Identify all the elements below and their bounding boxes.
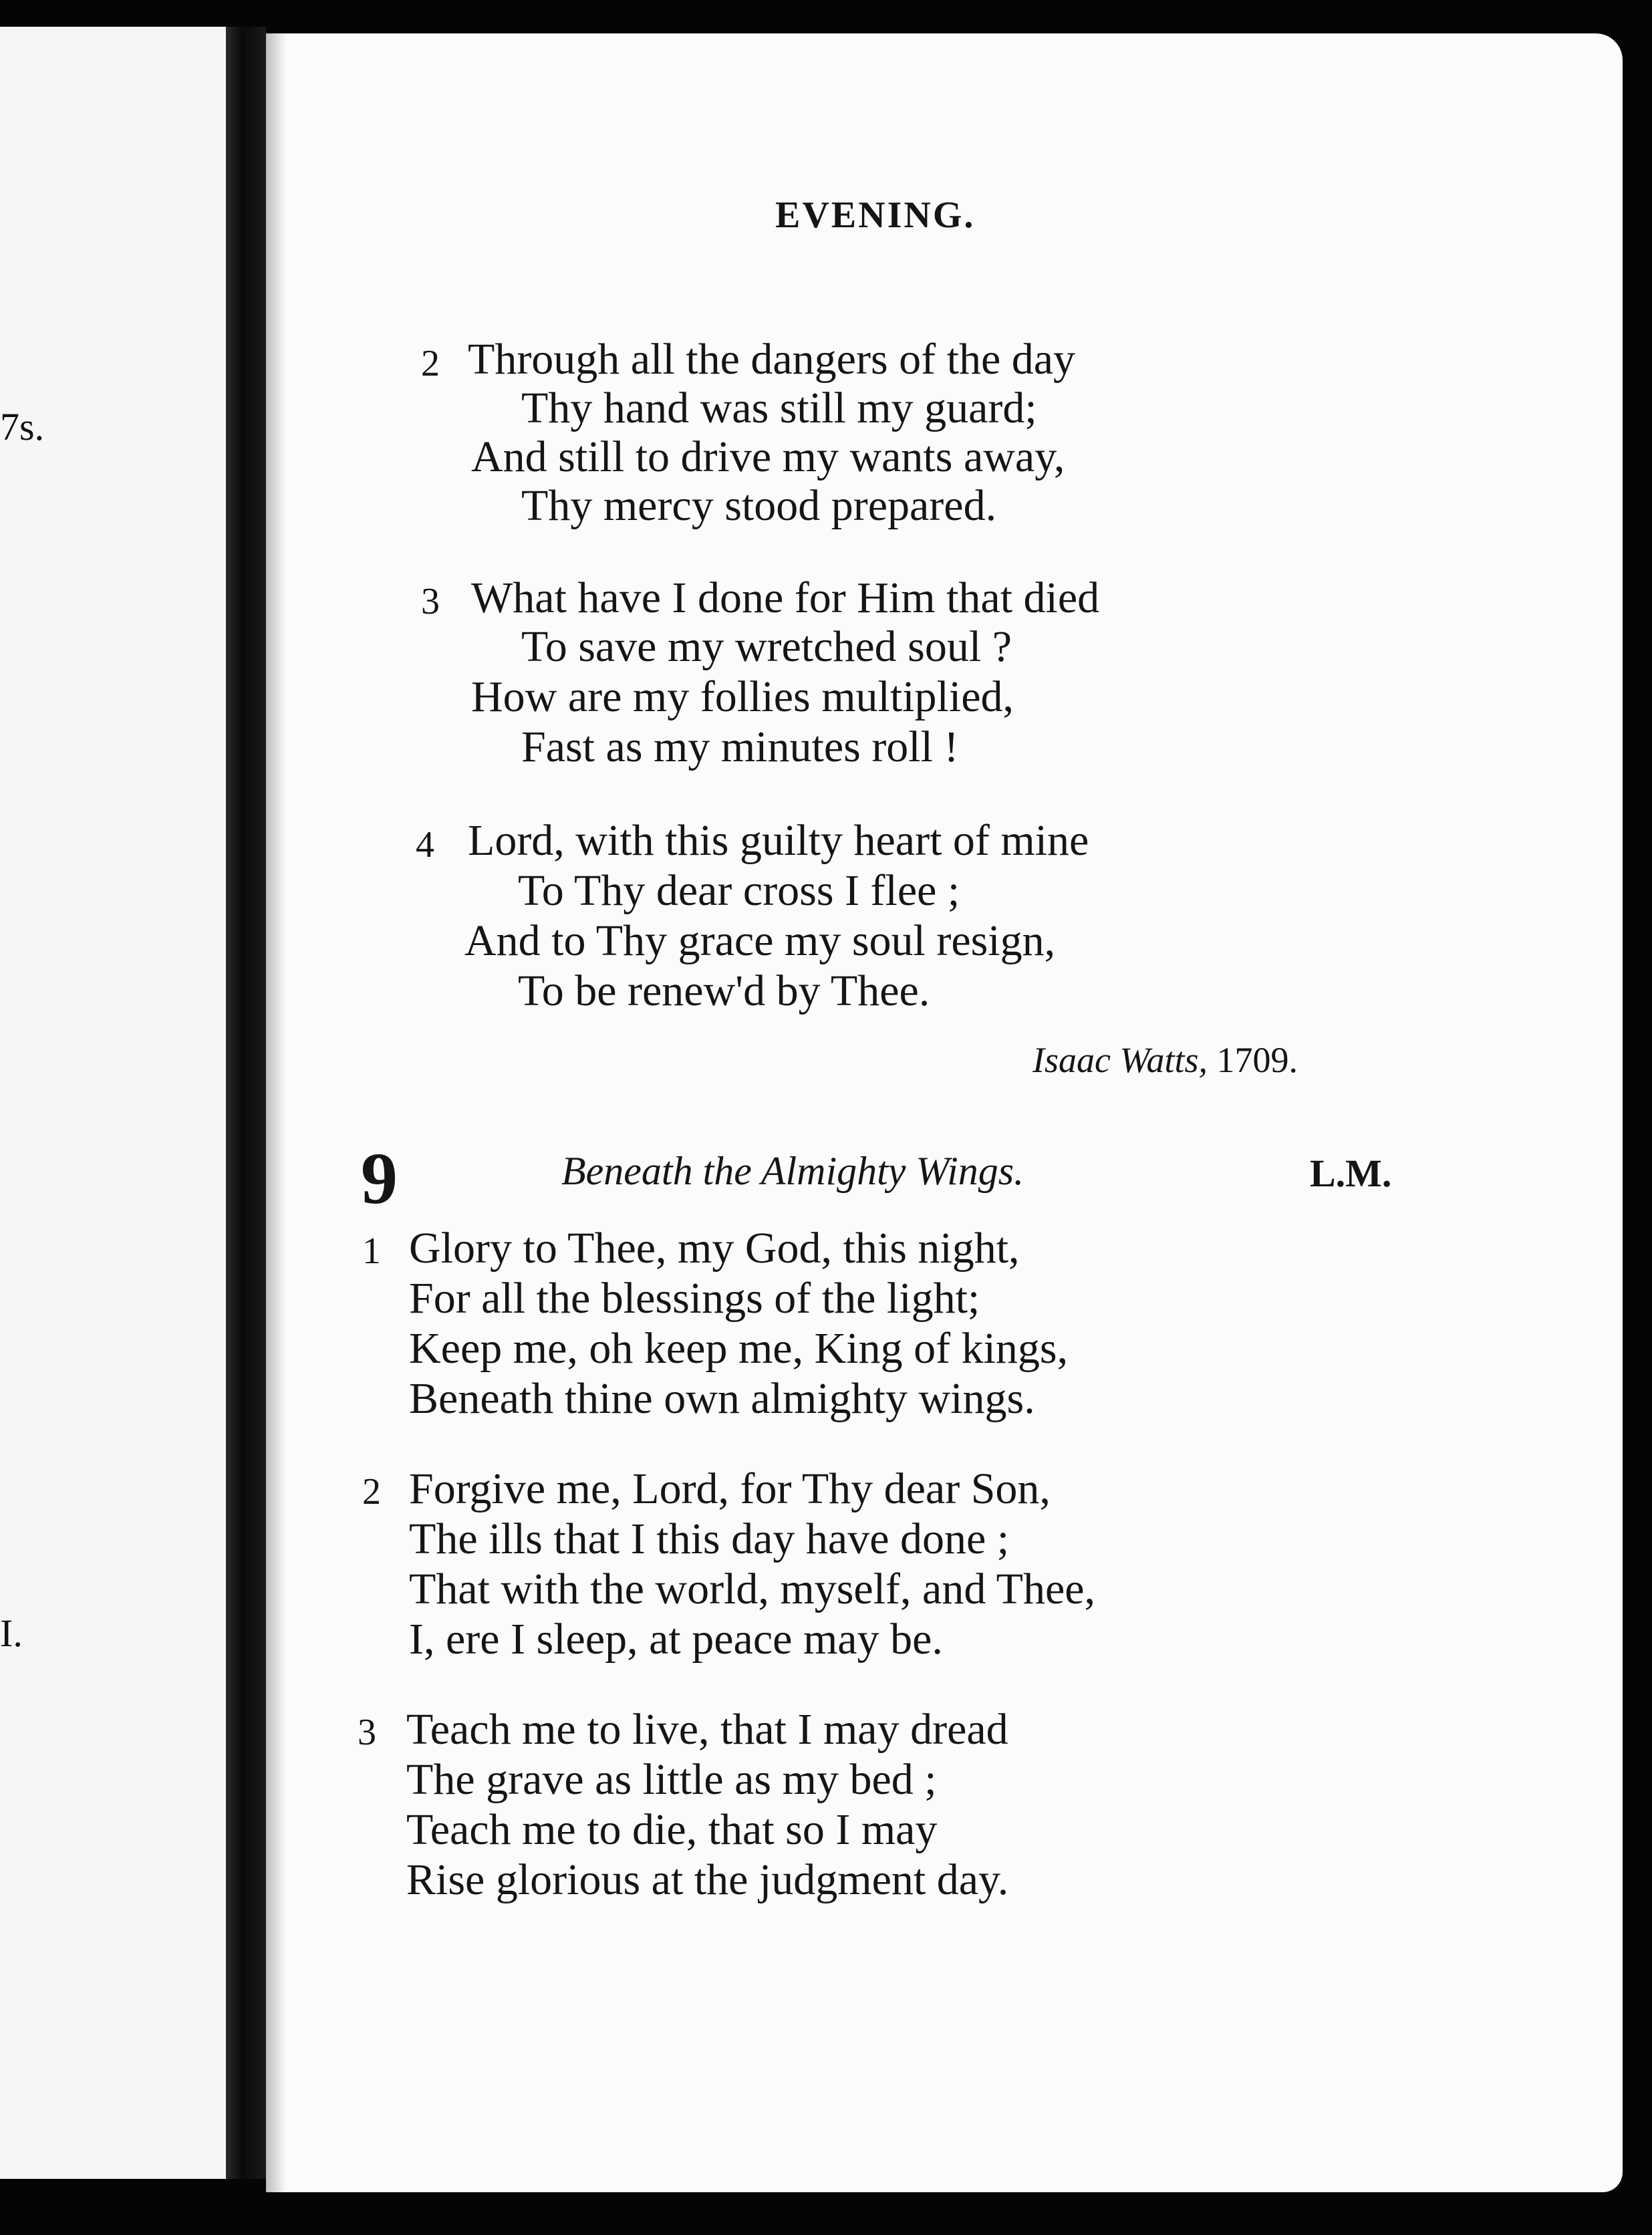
stanza-line: Teach me to die, that so I may [406,1805,938,1854]
stanza-line: Through all the dangers of the day [468,335,1076,384]
stanza-line: Keep me, oh keep me, King of kings, [409,1324,1069,1373]
page-shadow [266,33,286,2192]
attribution [1032,1039,1298,1081]
stanza-line: Rise glorious at the judgment day. [406,1855,1009,1904]
attribution-author: Isaac Watts, [1032,1040,1208,1080]
left-page-fragment [0,27,226,2179]
hymn-title: Beneath the Almighty Wings. [561,1149,1024,1193]
stanza-number: 2 [421,343,440,384]
stanza-line: Thy mercy stood prepared. [521,481,997,530]
stanza-number: 2 [362,1471,381,1513]
attribution-year: 1709. [1216,1040,1298,1080]
stanza-line: That with the world, myself, and Thee, [409,1565,1096,1613]
stanza-line: And still to drive my wants away, [471,432,1065,481]
stanza-line: What have I done for Him that died [471,573,1100,622]
stanza-line: To Thy dear cross I flee ; [518,866,960,915]
stanza-line: To be renew'd by Thee. [518,966,930,1015]
stanza-number: 3 [358,1712,376,1753]
hymn-number: 9 [361,1138,398,1219]
stanza-line: Fast as my minutes roll ! [521,722,959,771]
stanza-line: The grave as little as my bed ; [406,1755,937,1804]
stanza-number: 3 [421,581,440,622]
stanza-line: For all the blessings of the light; [409,1274,980,1323]
stanza-line: And to Thy grace my soul resign, [464,916,1056,965]
left-page-text-fragment: 7s. [0,405,45,448]
stanza-line: Lord, with this guilty heart of mine [468,816,1089,865]
stanza-number: 1 [362,1230,381,1272]
stanza-line: Glory to Thee, my God, this night, [409,1224,1020,1273]
stanza-line: The ills that I this day have done ; [409,1515,1010,1563]
book-gutter [226,27,266,2179]
stanza-number: 4 [416,824,434,866]
hymn-meter: L.M. [1310,1152,1392,1195]
left-page-text-fragment: I. [0,1611,23,1655]
stanza-line: Beneath thine own almighty wings. [409,1374,1035,1423]
stanza-line: How are my follies multiplied, [471,672,1014,721]
stanza-line: To save my wretched soul ? [521,622,1012,671]
stanza-line: Teach me to live, that I may dread [406,1705,1008,1754]
stanza-line: I, ere I sleep, at peace may be. [409,1615,943,1664]
stanza-line: Thy hand was still my guard; [521,384,1037,432]
running-head: EVENING. [775,194,976,236]
stanza-line: Forgive me, Lord, for Thy dear Son, [409,1464,1051,1513]
